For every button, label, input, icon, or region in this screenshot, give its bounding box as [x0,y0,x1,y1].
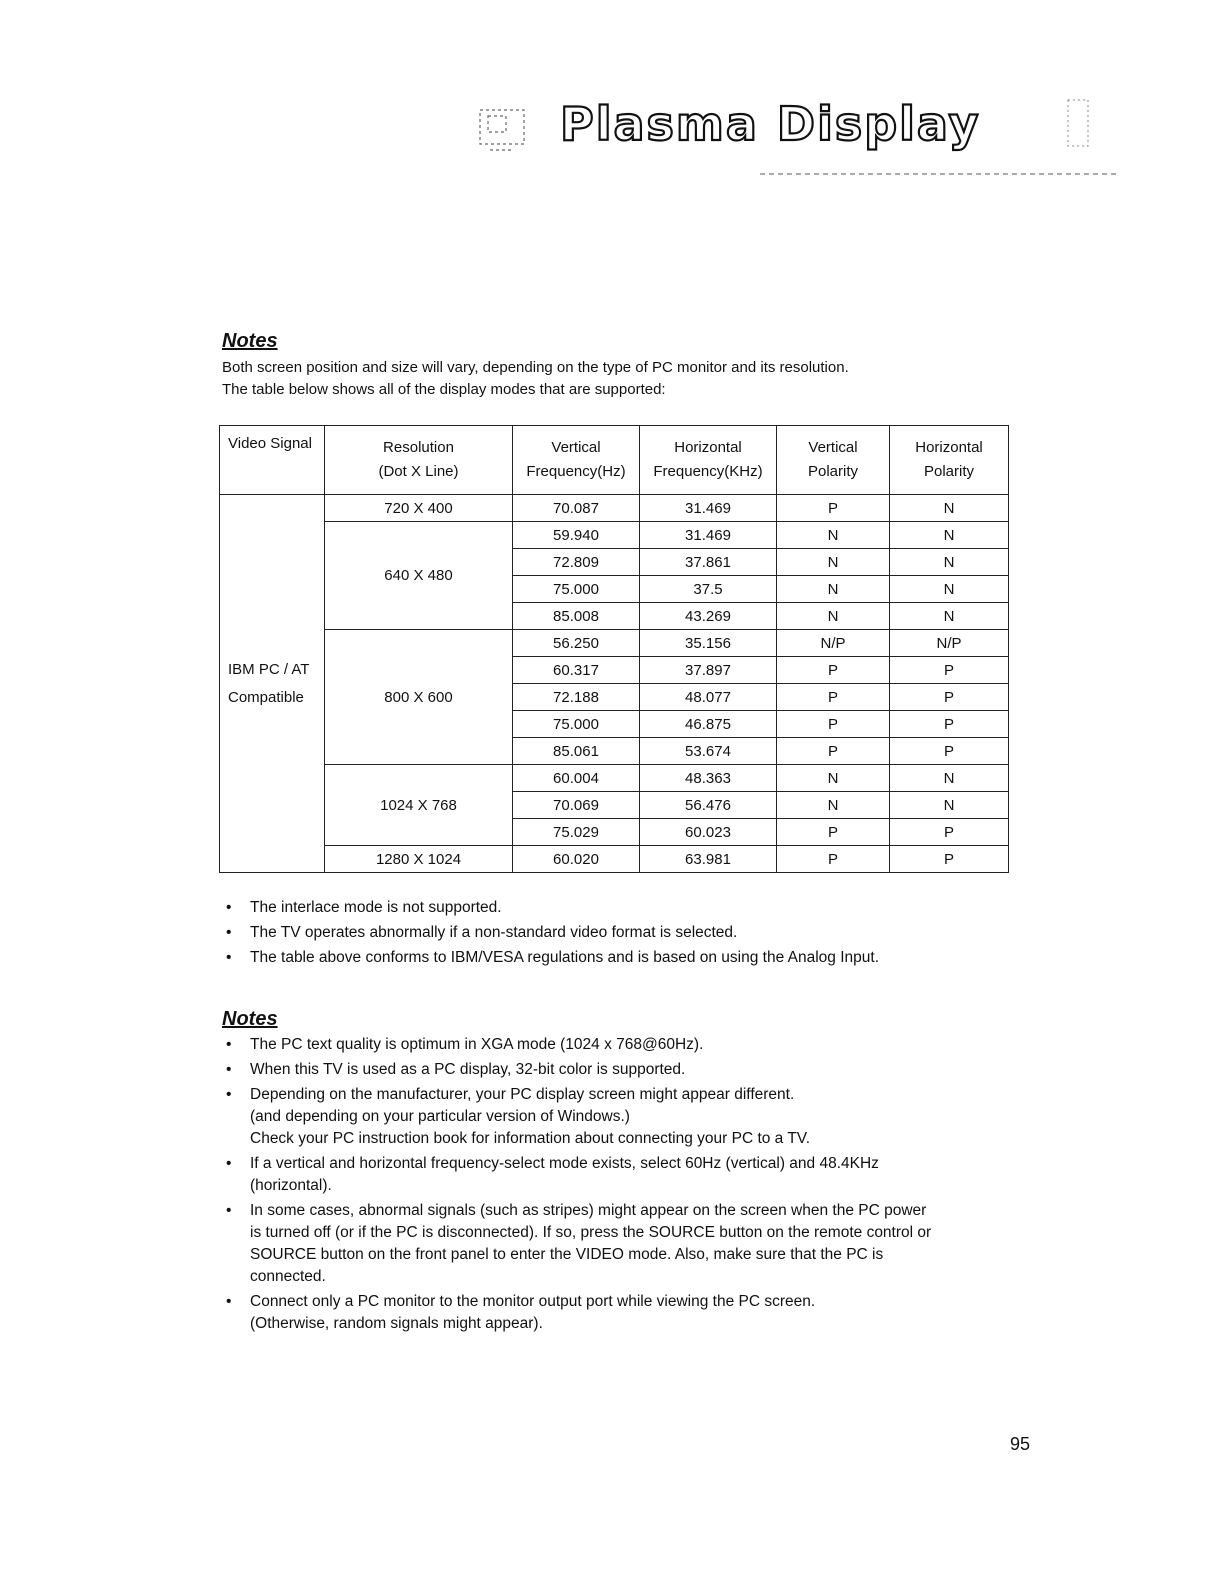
logo-text: Plasma Display [560,97,981,151]
video-signal-cell: IBM PC / AT Compatible [220,495,325,873]
list-item: • The TV operates abnormally if a non-standard video format is selected. [222,922,879,944]
table-row: 1280 X 1024 60.020 63.981 P P [220,846,1009,873]
table-row: 1024 X 768 60.004 48.363 N N [220,765,1009,792]
table-row: 75.000 46.875 P P [220,711,1009,738]
resolution-cell: 1280 X 1024 [325,846,513,873]
list-item: • In some cases, abnormal signals (such as stripes) might appear on the screen when the PC power is turned off (or if the PC is disconnected). If so, press the SOURCE button on the remote control or SOURCE button on the front panel to enter the VIDEO mode. Also, make sure that the PC is connected. [222,1200,931,1288]
table-row: 70.069 56.476 N N [220,792,1009,819]
pc-notes-list [222,1034,931,1338]
header-video-signal: Video Signal [220,426,325,495]
table-row: 75.000 37.5 N N [220,576,1009,603]
resolution-cell: 640 X 480 [325,522,513,630]
page-header-logo [460,92,1130,182]
table-row: 72.809 37.861 N N [220,549,1009,576]
header-horizontal-polarity: Horizontal Polarity [890,426,1009,495]
plasma-tv-icon [480,110,524,150]
table-header-row [220,426,1009,495]
resolution-cell: 1024 X 768 [325,765,513,846]
list-item: • If a vertical and horizontal frequency-select mode exists, select 60Hz (vertical) and 48.4KHz (horizontal). [222,1153,931,1197]
header-resolution: Resolution (Dot X Line) [325,426,513,495]
table-row: 85.008 43.269 N N [220,603,1009,630]
intro-line-2: The table below shows all of the display modes that are supported: [222,381,666,398]
table-row: 640 X 480 59.940 31.469 N N [220,522,1009,549]
table-row: IBM PC / AT Compatible 720 X 400 70.087 31.469 P N [220,495,1009,522]
table-row: 800 X 600 56.250 35.156 N/P N/P [220,630,1009,657]
page-number: 95 [1010,1434,1031,1454]
table-row: 75.029 60.023 P P [220,819,1009,846]
list-item: • Connect only a PC monitor to the monitor output port while viewing the PC screen. (Otherwise, random signals might appear). [222,1291,931,1335]
table-row: 60.317 37.897 P P [220,657,1009,684]
table-row: 85.061 53.674 P P [220,738,1009,765]
intro-line-1: Both screen position and size will vary, depending on the type of PC monitor and its resolution. [222,359,849,376]
list-item: • The PC text quality is optimum in XGA mode (1024 x 768@60Hz). [222,1034,931,1056]
list-item: • Depending on the manufacturer, your PC display screen might appear different. (and depending on your particular version of Windows.) Check your PC instruction book for information about connecting your PC to a TV. [222,1084,931,1150]
list-item: • The table above conforms to IBM/VESA regulations and is based on using the Analog Input. [222,947,879,969]
header-vertical-polarity: Vertical Polarity [777,426,890,495]
list-item: • The interlace mode is not supported. [222,897,879,919]
header-horizontal-frequency: Horizontal Frequency(KHz) [640,426,777,495]
display-modes-table [219,425,1009,873]
notes-title: Notes [222,330,278,352]
resolution-cell: 800 X 600 [325,630,513,765]
plasma-display-logo [460,92,1130,182]
resolution-cell: 720 X 400 [325,495,513,522]
table-notes-list [222,897,879,972]
list-item: • When this TV is used as a PC display, 32-bit color is supported. [222,1059,931,1081]
notes-title-2: Notes [222,1008,278,1030]
table-row: 72.188 48.077 P P [220,684,1009,711]
header-vertical-frequency: Vertical Frequency(Hz) [513,426,640,495]
